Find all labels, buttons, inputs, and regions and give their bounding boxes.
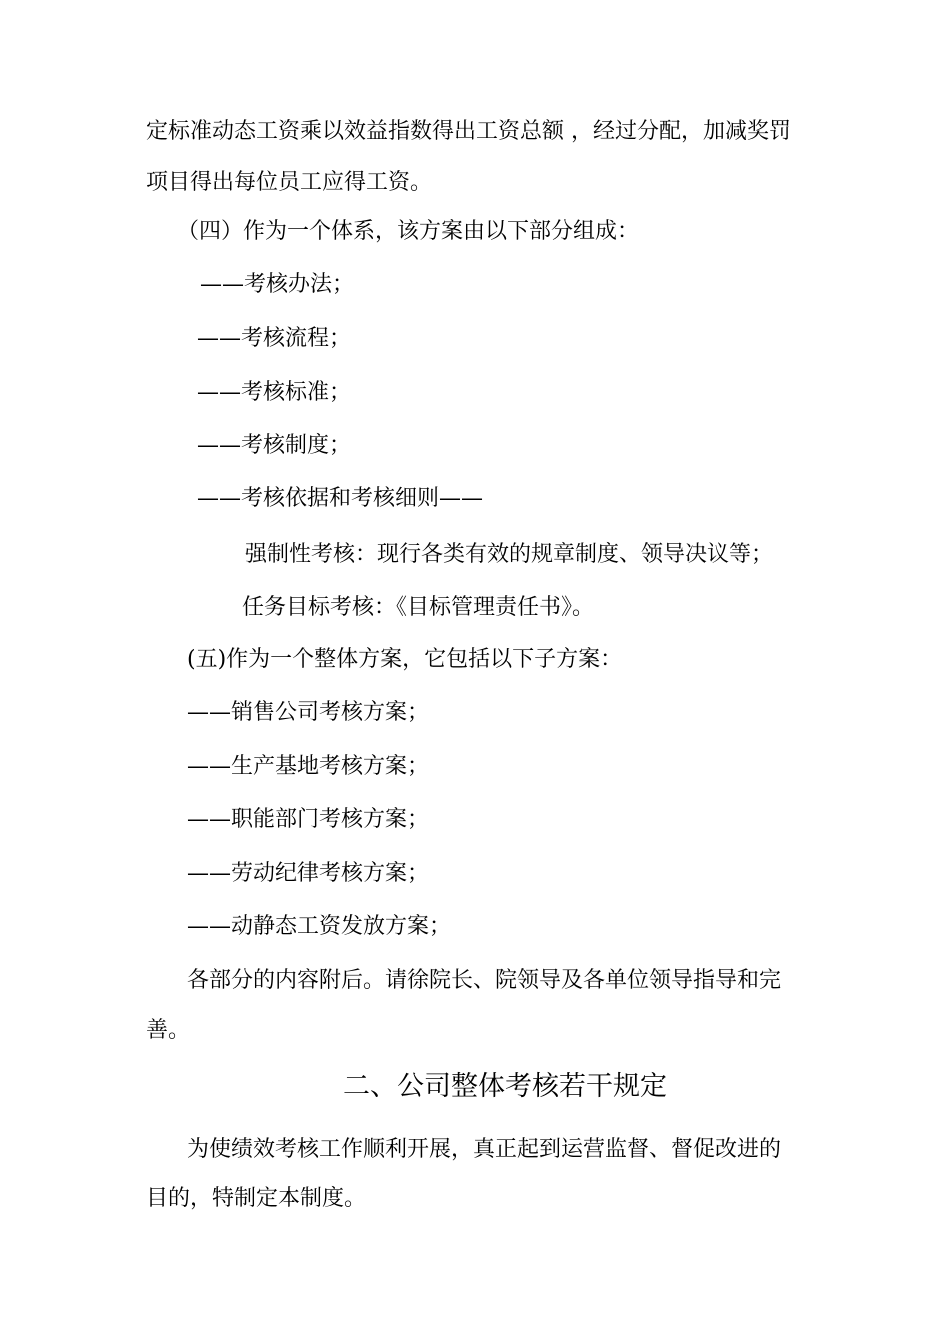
list-item: ——职能部门考核方案； [187, 807, 430, 832]
paragraph-line: 项目得出每位员工应得工资。 [146, 170, 433, 195]
list-item: ——考核制度； [197, 433, 352, 458]
section-4-intro: （四）作为一个体系，该方案由以下部分组成： [177, 219, 640, 244]
purpose-line: 为使绩效考核工作顺利开展，真正起到运营监督、督促改进的 [187, 1137, 782, 1162]
section-5-intro: (五)作为一个整体方案，它包括以下子方案： [187, 647, 623, 672]
paragraph-line: 定标准动态工资乘以效益指数得出工资总额 ，经过分配，加减奖罚 [146, 119, 791, 144]
closing-line: 善。 [146, 1018, 191, 1043]
list-item: ——考核流程； [197, 326, 352, 351]
list-item: ——考核依据和考核细则—— [197, 486, 484, 511]
section-heading: 二、公司整体考核若干规定 [343, 1071, 667, 1102]
list-item: ——生产基地考核方案； [187, 754, 430, 779]
list-item: ——销售公司考核方案； [187, 700, 430, 725]
list-item: ——考核标准； [197, 380, 352, 405]
basis-item: 强制性考核：现行各类有效的规章制度、领导决议等； [245, 542, 774, 567]
list-item: ——劳动纪律考核方案； [187, 861, 430, 886]
basis-item: 任务目标考核：《目标管理责任书》。 [242, 595, 595, 620]
list-item: ——考核办法； [200, 272, 355, 297]
list-item: ——动静态工资发放方案； [187, 914, 452, 939]
purpose-line: 目的，特制定本制度。 [146, 1186, 367, 1211]
closing-line: 各部分的内容附后。请徐院长、院领导及各单位领导指导和完 [187, 968, 782, 993]
